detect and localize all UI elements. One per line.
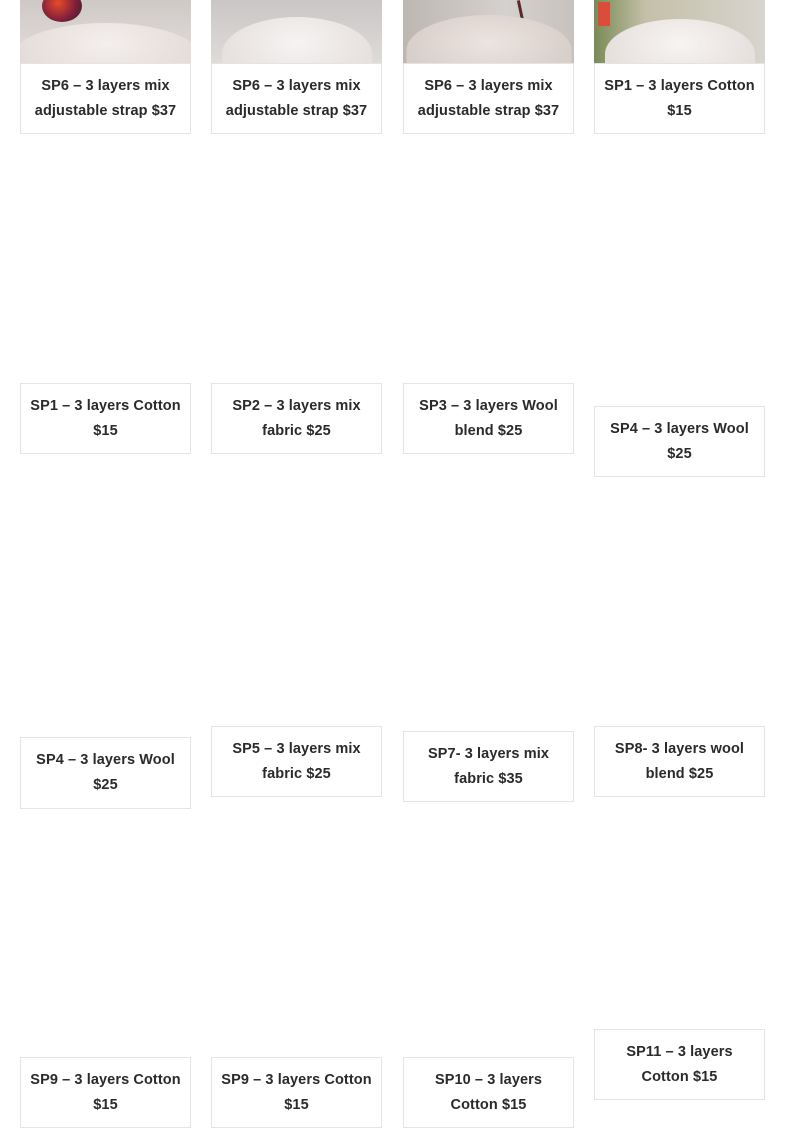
product-title[interactable]: SP9 – 3 layers Cotton $15 [221, 1071, 372, 1113]
product-image[interactable] [211, 0, 382, 63]
product-title[interactable]: SP2 – 3 layers mix fabric $25 [232, 397, 361, 439]
product-title[interactable]: SP6 – 3 layers mix adjustable strap $37 [34, 77, 177, 119]
product-title[interactable]: SP4 – 3 layers Wool $25 [36, 752, 175, 793]
product-title-box[interactable] [594, 1029, 765, 1100]
product-image[interactable] [403, 0, 574, 63]
product-title[interactable]: SP1 – 3 layers Cotton $15 [30, 397, 181, 439]
product-title-box[interactable] [20, 1057, 191, 1128]
product-title[interactable]: SP4 – 3 layers Wool $25 [610, 420, 749, 462]
product-title-box[interactable] [211, 726, 382, 797]
product-title-box[interactable] [403, 63, 574, 134]
product-title-box[interactable] [211, 1057, 382, 1128]
product-title-box[interactable] [211, 383, 382, 454]
product-title-box[interactable] [20, 63, 191, 134]
product-title[interactable]: SP8- 3 layers wool blend $25 [614, 740, 745, 782]
product-title[interactable]: SP10 – 3 layers Cotton $15 [434, 1071, 543, 1113]
product-title-box[interactable] [594, 63, 765, 134]
product-title[interactable]: SP7- 3 layers mix fabric $35 [428, 745, 549, 787]
product-title[interactable]: SP5 – 3 layers mix fabric $25 [232, 740, 361, 782]
product-title-box[interactable] [403, 1057, 574, 1128]
product-title-box[interactable] [211, 63, 382, 134]
product-image[interactable] [594, 0, 765, 63]
product-title-box[interactable] [403, 731, 574, 802]
product-title[interactable]: SP11 – 3 layers Cotton $15 [626, 1043, 733, 1085]
product-title-box[interactable] [594, 726, 765, 797]
product-title[interactable]: SP6 – 3 layers mix adjustable strap $37 [417, 77, 560, 119]
product-title-box[interactable] [20, 737, 191, 809]
product-title-box[interactable] [20, 383, 191, 454]
product-image[interactable] [20, 0, 191, 63]
product-title[interactable]: SP1 – 3 layers Cotton $15 [604, 77, 755, 119]
product-title[interactable]: SP6 – 3 layers mix adjustable strap $37 [225, 77, 368, 119]
product-title[interactable]: SP9 – 3 layers Cotton $15 [30, 1071, 181, 1113]
product-title[interactable]: SP3 – 3 layers Wool blend $25 [419, 397, 558, 439]
product-title-box[interactable] [594, 406, 765, 477]
product-title-box[interactable] [403, 383, 574, 454]
